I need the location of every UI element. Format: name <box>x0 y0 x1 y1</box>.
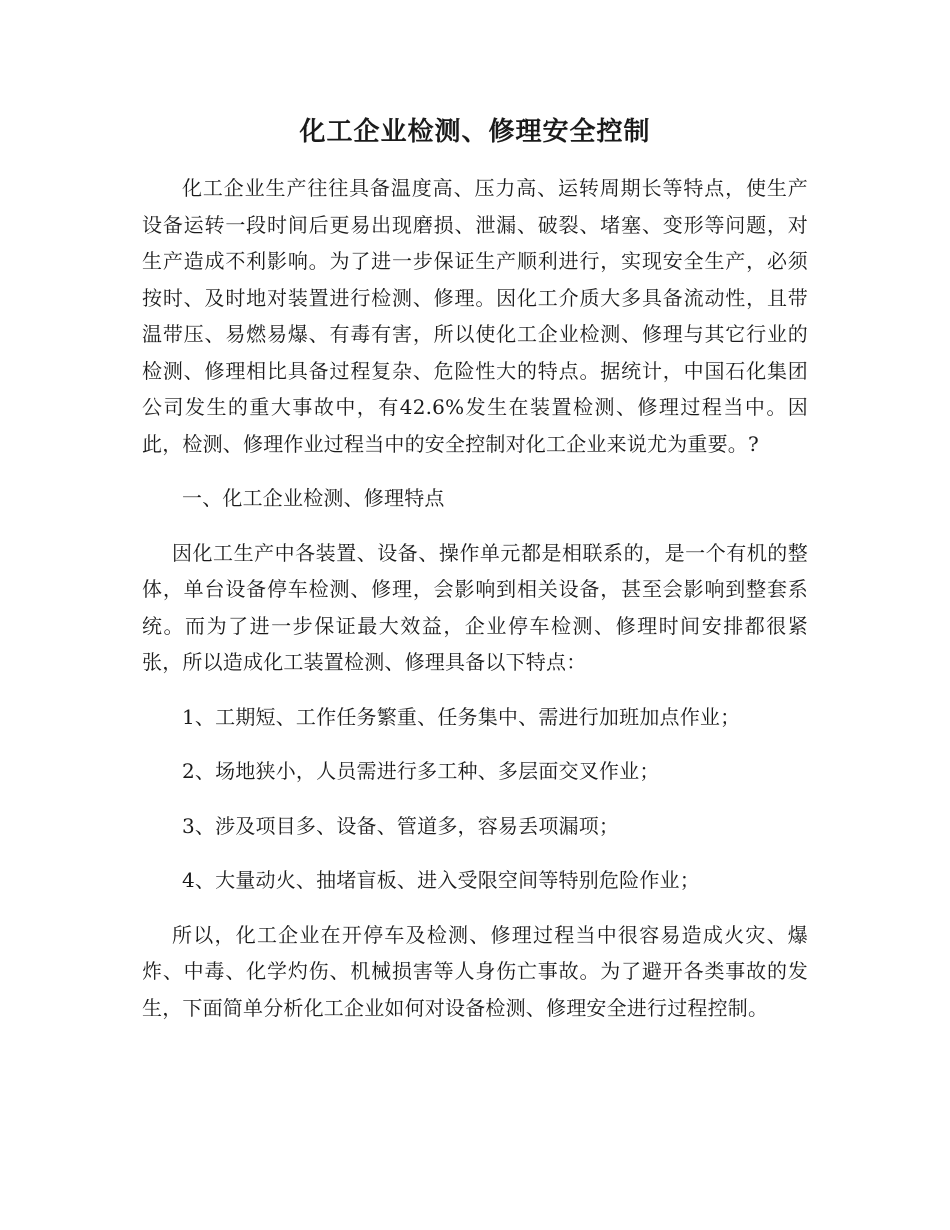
document-title: 化工企业检测、修理安全控制 <box>299 117 651 147</box>
list-item: 2、场地狭小，人员需进行多工种、多层面交叉作业； <box>182 759 660 783</box>
document-page <box>142 112 808 1026</box>
intro-paragraph: 化工企业生产往往具备温度高、压力高、运转周期长等特点，使生产设备运转一段时间后更易出现磨损、泄漏、破裂、堵塞、变形等问题，对生产造成不利影响。为了进一步保证生产顺利进行，实现安全生产，必须按时、及时地对装置进行检测、修理。因化工介质大多具备流动性，且带温带压、易燃易爆、有毒有害，所以使化工企业检测、修理与其它行业的检测、修理相比具备过程复杂、危险性大的特点。据统计，中国石化集团公司发生的重大事故中，有42.6%发生在装置检测、修理过程当中。因此，检测、修理作业过程当中的安全控制对化工企业来说尤为重要。? <box>142 176 808 456</box>
section-paragraph: 因化工生产中各装置、设备、操作单元都是相联系的，是一个有机的整体，单台设备停车检测、修理，会影响到相关设备，甚至会影响到整套系统。而为了进一步保证最大效益，企业停车检测、修理时间安排都很紧张，所以造成化工装置检测、修理具备以下特点： <box>142 540 808 674</box>
section-heading: 一、化工企业检测、修理特点 <box>182 486 445 510</box>
closing-paragraph: 所以，化工企业在开停车及检测、修理过程当中很容易造成火灾、爆炸、中毒、化学灼伤、机械损害等人身伤亡事故。为了避开各类事故的发生，下面简单分析化工企业如何对设备检测、修理安全进行过程控制。 <box>142 922 808 1020</box>
list-item: 4、大量动火、抽堵盲板、进入受限空间等特别危险作业； <box>182 868 700 892</box>
list-item: 1、工期短、工作任务繁重、任务集中、需进行加班加点作业； <box>182 704 741 729</box>
list-item: 3、涉及项目多、设备、管道多，容易丢项漏项； <box>182 813 620 838</box>
